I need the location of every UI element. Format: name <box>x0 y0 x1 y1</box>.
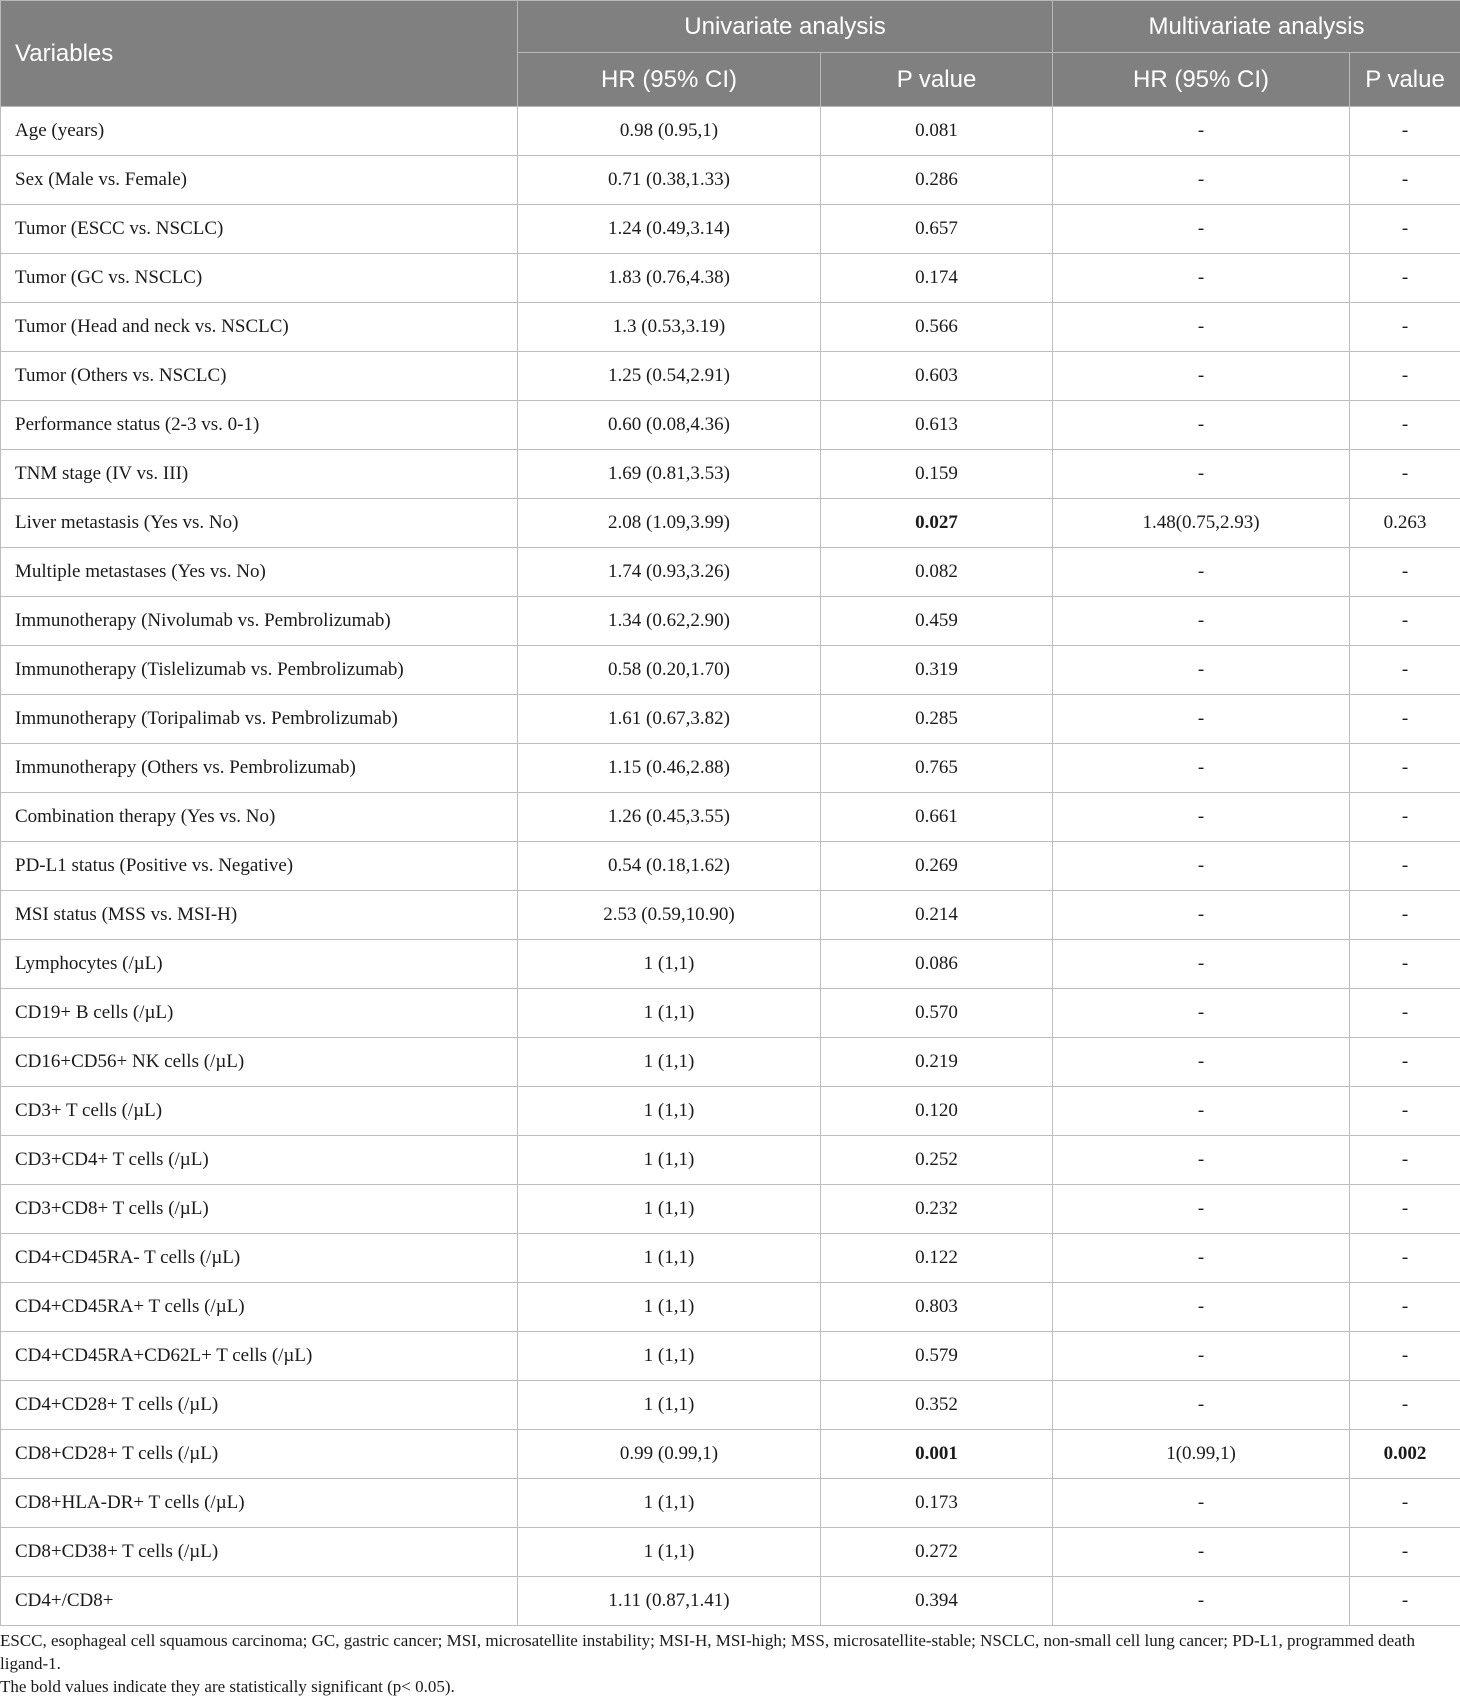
cell-univariate-p: 0.459 <box>821 597 1053 646</box>
cell-multivariate-p: - <box>1350 352 1460 401</box>
cell-variable: CD3+ T cells (/µL) <box>1 1087 518 1136</box>
cell-multivariate-p: - <box>1350 695 1460 744</box>
cell-multivariate-hr: - <box>1053 989 1350 1038</box>
table-row <box>1 1185 1460 1234</box>
cell-multivariate-p: - <box>1350 1381 1460 1430</box>
cell-variable: CD4+CD28+ T cells (/µL) <box>1 1381 518 1430</box>
cell-multivariate-p: - <box>1350 1577 1460 1626</box>
table-row <box>1 1283 1460 1332</box>
cell-univariate-p: 0.001 <box>821 1430 1053 1479</box>
cell-variable: CD8+HLA-DR+ T cells (/µL) <box>1 1479 518 1528</box>
cell-variable: TNM stage (IV vs. III) <box>1 450 518 499</box>
cell-univariate-p: 0.159 <box>821 450 1053 499</box>
cell-multivariate-hr: - <box>1053 1136 1350 1185</box>
cell-multivariate-p: - <box>1350 597 1460 646</box>
cell-univariate-hr: 0.71 (0.38,1.33) <box>518 156 821 205</box>
cell-multivariate-hr: - <box>1053 450 1350 499</box>
table-row <box>1 842 1460 891</box>
cell-variable: CD4+CD45RA- T cells (/µL) <box>1 1234 518 1283</box>
cell-variable: Combination therapy (Yes vs. No) <box>1 793 518 842</box>
table-row <box>1 548 1460 597</box>
cell-univariate-hr: 1 (1,1) <box>518 1185 821 1234</box>
cell-multivariate-p: - <box>1350 842 1460 891</box>
cell-univariate-p: 0.082 <box>821 548 1053 597</box>
cell-univariate-p: 0.803 <box>821 1283 1053 1332</box>
cell-multivariate-hr: - <box>1053 646 1350 695</box>
table-row <box>1 989 1460 1038</box>
table-body <box>1 107 1460 1626</box>
table-row <box>1 1136 1460 1185</box>
table-row <box>1 646 1460 695</box>
cell-multivariate-hr: - <box>1053 156 1350 205</box>
cell-multivariate-p: - <box>1350 1185 1460 1234</box>
table-row <box>1 1381 1460 1430</box>
table-row <box>1 499 1460 548</box>
cell-multivariate-hr: - <box>1053 1087 1350 1136</box>
cell-univariate-hr: 0.99 (0.99,1) <box>518 1430 821 1479</box>
cell-multivariate-hr: 1.48(0.75,2.93) <box>1053 499 1350 548</box>
cell-multivariate-p: - <box>1350 1234 1460 1283</box>
cell-univariate-p: 0.027 <box>821 499 1053 548</box>
cell-univariate-hr: 1 (1,1) <box>518 989 821 1038</box>
cell-multivariate-p: - <box>1350 548 1460 597</box>
cell-multivariate-hr: - <box>1053 1479 1350 1528</box>
cell-multivariate-hr: - <box>1053 1332 1350 1381</box>
cell-univariate-hr: 1.74 (0.93,3.26) <box>518 548 821 597</box>
cell-multivariate-p: - <box>1350 1479 1460 1528</box>
table-row <box>1 401 1460 450</box>
cell-multivariate-p: - <box>1350 989 1460 1038</box>
cell-multivariate-hr: - <box>1053 254 1350 303</box>
cell-univariate-p: 0.232 <box>821 1185 1053 1234</box>
cell-univariate-p: 0.286 <box>821 156 1053 205</box>
cell-multivariate-hr: - <box>1053 352 1350 401</box>
cell-univariate-hr: 0.54 (0.18,1.62) <box>518 842 821 891</box>
cell-univariate-hr: 1.25 (0.54,2.91) <box>518 352 821 401</box>
cell-multivariate-p: - <box>1350 744 1460 793</box>
cell-univariate-p: 0.319 <box>821 646 1053 695</box>
cell-multivariate-hr: - <box>1053 1381 1350 1430</box>
cell-univariate-p: 0.214 <box>821 891 1053 940</box>
cell-univariate-hr: 1.69 (0.81,3.53) <box>518 450 821 499</box>
cell-multivariate-p: - <box>1350 940 1460 989</box>
cell-multivariate-p: - <box>1350 1087 1460 1136</box>
cell-multivariate-hr: - <box>1053 842 1350 891</box>
cell-multivariate-p: 0.002 <box>1350 1430 1460 1479</box>
cell-univariate-hr: 1.3 (0.53,3.19) <box>518 303 821 352</box>
cell-univariate-hr: 1.61 (0.67,3.82) <box>518 695 821 744</box>
cell-variable: CD4+CD45RA+CD62L+ T cells (/µL) <box>1 1332 518 1381</box>
header-multivariate-hr: HR (95% CI) <box>1053 53 1350 107</box>
cell-univariate-hr: 0.60 (0.08,4.36) <box>518 401 821 450</box>
cell-multivariate-p: - <box>1350 107 1460 156</box>
cell-univariate-p: 0.120 <box>821 1087 1053 1136</box>
cell-multivariate-p: - <box>1350 450 1460 499</box>
cell-multivariate-p: 0.263 <box>1350 499 1460 548</box>
cell-multivariate-hr: - <box>1053 695 1350 744</box>
cell-univariate-p: 0.272 <box>821 1528 1053 1577</box>
cell-multivariate-p: - <box>1350 401 1460 450</box>
cell-univariate-p: 0.394 <box>821 1577 1053 1626</box>
table-row <box>1 1087 1460 1136</box>
cell-variable: CD3+CD8+ T cells (/µL) <box>1 1185 518 1234</box>
cell-univariate-hr: 1 (1,1) <box>518 1283 821 1332</box>
table-row <box>1 695 1460 744</box>
header-univariate-analysis: Univariate analysis <box>518 1 1053 53</box>
cell-multivariate-p: - <box>1350 1528 1460 1577</box>
header-univariate-p: P value <box>821 53 1053 107</box>
cell-variable: CD4+/CD8+ <box>1 1577 518 1626</box>
header-multivariate-p: P value <box>1350 53 1460 107</box>
table-row <box>1 107 1460 156</box>
table-footnotes <box>0 1626 1460 1698</box>
cell-univariate-p: 0.173 <box>821 1479 1053 1528</box>
cell-univariate-hr: 1 (1,1) <box>518 940 821 989</box>
table-row <box>1 1038 1460 1087</box>
cell-multivariate-p: - <box>1350 1283 1460 1332</box>
cell-univariate-p: 0.081 <box>821 107 1053 156</box>
cell-multivariate-p: - <box>1350 156 1460 205</box>
cell-multivariate-p: - <box>1350 793 1460 842</box>
cell-univariate-p: 0.661 <box>821 793 1053 842</box>
header-univariate-hr: HR (95% CI) <box>518 53 821 107</box>
cell-univariate-p: 0.352 <box>821 1381 1053 1430</box>
cell-multivariate-p: - <box>1350 891 1460 940</box>
cell-variable: Immunotherapy (Others vs. Pembrolizumab) <box>1 744 518 793</box>
cell-multivariate-p: - <box>1350 303 1460 352</box>
cell-univariate-p: 0.765 <box>821 744 1053 793</box>
cell-multivariate-hr: - <box>1053 548 1350 597</box>
table-row <box>1 1479 1460 1528</box>
cell-multivariate-hr: - <box>1053 793 1350 842</box>
cell-multivariate-hr: - <box>1053 1528 1350 1577</box>
cell-univariate-hr: 1.26 (0.45,3.55) <box>518 793 821 842</box>
cell-univariate-p: 0.603 <box>821 352 1053 401</box>
table-row <box>1 254 1460 303</box>
cell-univariate-hr: 0.98 (0.95,1) <box>518 107 821 156</box>
table-row <box>1 352 1460 401</box>
cell-multivariate-hr: - <box>1053 1234 1350 1283</box>
cell-variable: Immunotherapy (Tislelizumab vs. Pembrolizumab) <box>1 646 518 695</box>
table-header <box>1 1 1460 107</box>
cell-univariate-hr: 1 (1,1) <box>518 1479 821 1528</box>
cell-variable: CD8+CD38+ T cells (/µL) <box>1 1528 518 1577</box>
table-row <box>1 450 1460 499</box>
cell-variable: CD16+CD56+ NK cells (/µL) <box>1 1038 518 1087</box>
cell-variable: Tumor (ESCC vs. NSCLC) <box>1 205 518 254</box>
cell-univariate-p: 0.285 <box>821 695 1053 744</box>
cell-univariate-p: 0.122 <box>821 1234 1053 1283</box>
header-multivariate-analysis: Multivariate analysis <box>1053 1 1460 53</box>
cell-multivariate-hr: - <box>1053 744 1350 793</box>
cell-variable: Immunotherapy (Nivolumab vs. Pembrolizumab) <box>1 597 518 646</box>
cell-univariate-hr: 1.15 (0.46,2.88) <box>518 744 821 793</box>
cell-variable: Tumor (Others vs. NSCLC) <box>1 352 518 401</box>
cell-variable: Immunotherapy (Toripalimab vs. Pembrolizumab) <box>1 695 518 744</box>
cell-multivariate-hr: - <box>1053 1185 1350 1234</box>
cell-multivariate-p: - <box>1350 1038 1460 1087</box>
cell-univariate-p: 0.174 <box>821 254 1053 303</box>
cell-univariate-hr: 0.58 (0.20,1.70) <box>518 646 821 695</box>
cell-univariate-hr: 1 (1,1) <box>518 1038 821 1087</box>
cell-variable: Lymphocytes (/µL) <box>1 940 518 989</box>
table-row <box>1 1528 1460 1577</box>
cell-univariate-hr: 1 (1,1) <box>518 1136 821 1185</box>
cell-variable: CD4+CD45RA+ T cells (/µL) <box>1 1283 518 1332</box>
cell-multivariate-hr: - <box>1053 107 1350 156</box>
table-row <box>1 793 1460 842</box>
cell-multivariate-hr: - <box>1053 401 1350 450</box>
cell-univariate-p: 0.657 <box>821 205 1053 254</box>
cell-variable: CD19+ B cells (/µL) <box>1 989 518 1038</box>
cell-variable: Tumor (GC vs. NSCLC) <box>1 254 518 303</box>
cell-univariate-hr: 2.53 (0.59,10.90) <box>518 891 821 940</box>
cell-univariate-p: 0.579 <box>821 1332 1053 1381</box>
cell-variable: Multiple metastases (Yes vs. No) <box>1 548 518 597</box>
cell-univariate-hr: 1 (1,1) <box>518 1528 821 1577</box>
table-row <box>1 156 1460 205</box>
cell-variable: MSI status (MSS vs. MSI-H) <box>1 891 518 940</box>
cell-variable: PD-L1 status (Positive vs. Negative) <box>1 842 518 891</box>
cell-univariate-p: 0.613 <box>821 401 1053 450</box>
footnote-bold-note: The bold values indicate they are statistically significant (p< 0.05). <box>0 1677 455 1696</box>
table-row <box>1 744 1460 793</box>
cell-univariate-p: 0.269 <box>821 842 1053 891</box>
cell-multivariate-hr: - <box>1053 1038 1350 1087</box>
table-row <box>1 303 1460 352</box>
cell-univariate-hr: 1.34 (0.62,2.90) <box>518 597 821 646</box>
table-row <box>1 1577 1460 1626</box>
cell-variable: Sex (Male vs. Female) <box>1 156 518 205</box>
cell-variable: Age (years) <box>1 107 518 156</box>
cell-multivariate-hr: - <box>1053 1577 1350 1626</box>
cell-multivariate-hr: 1(0.99,1) <box>1053 1430 1350 1479</box>
cell-multivariate-hr: - <box>1053 891 1350 940</box>
cell-multivariate-p: - <box>1350 1332 1460 1381</box>
header-variables: Variables <box>1 1 518 107</box>
table-row <box>1 597 1460 646</box>
cell-univariate-hr: 1 (1,1) <box>518 1087 821 1136</box>
table-row <box>1 205 1460 254</box>
cell-univariate-p: 0.566 <box>821 303 1053 352</box>
cell-univariate-hr: 1.11 (0.87,1.41) <box>518 1577 821 1626</box>
table-row <box>1 891 1460 940</box>
cell-univariate-hr: 2.08 (1.09,3.99) <box>518 499 821 548</box>
cell-multivariate-hr: - <box>1053 1283 1350 1332</box>
table-row <box>1 1234 1460 1283</box>
cell-univariate-hr: 1.83 (0.76,4.38) <box>518 254 821 303</box>
cell-univariate-p: 0.086 <box>821 940 1053 989</box>
table-row <box>1 1332 1460 1381</box>
cell-multivariate-hr: - <box>1053 205 1350 254</box>
cell-multivariate-hr: - <box>1053 940 1350 989</box>
cell-univariate-hr: 1 (1,1) <box>518 1332 821 1381</box>
cell-multivariate-p: - <box>1350 1136 1460 1185</box>
cell-univariate-p: 0.252 <box>821 1136 1053 1185</box>
cell-univariate-p: 0.219 <box>821 1038 1053 1087</box>
cell-variable: CD3+CD4+ T cells (/µL) <box>1 1136 518 1185</box>
cell-variable: CD8+CD28+ T cells (/µL) <box>1 1430 518 1479</box>
cell-multivariate-p: - <box>1350 254 1460 303</box>
cell-multivariate-hr: - <box>1053 597 1350 646</box>
table-row <box>1 1430 1460 1479</box>
cell-multivariate-hr: - <box>1053 303 1350 352</box>
footnote-abbreviations: ESCC, esophageal cell squamous carcinoma; GC, gastric cancer; MSI, microsatellite instability; MSI-H, MSI-high; MSS, microsatellite-stable; NSCLC, non-small cell lung cancer; PD-L1, programmed death ligand-1. <box>0 1631 1415 1673</box>
cell-univariate-hr: 1 (1,1) <box>518 1234 821 1283</box>
cell-univariate-p: 0.570 <box>821 989 1053 1038</box>
cell-variable: Performance status (2-3 vs. 0-1) <box>1 401 518 450</box>
cell-multivariate-p: - <box>1350 205 1460 254</box>
cell-univariate-hr: 1 (1,1) <box>518 1381 821 1430</box>
cell-variable: Liver metastasis (Yes vs. No) <box>1 499 518 548</box>
cell-multivariate-p: - <box>1350 646 1460 695</box>
cell-variable: Tumor (Head and neck vs. NSCLC) <box>1 303 518 352</box>
table-row <box>1 940 1460 989</box>
cell-univariate-hr: 1.24 (0.49,3.14) <box>518 205 821 254</box>
